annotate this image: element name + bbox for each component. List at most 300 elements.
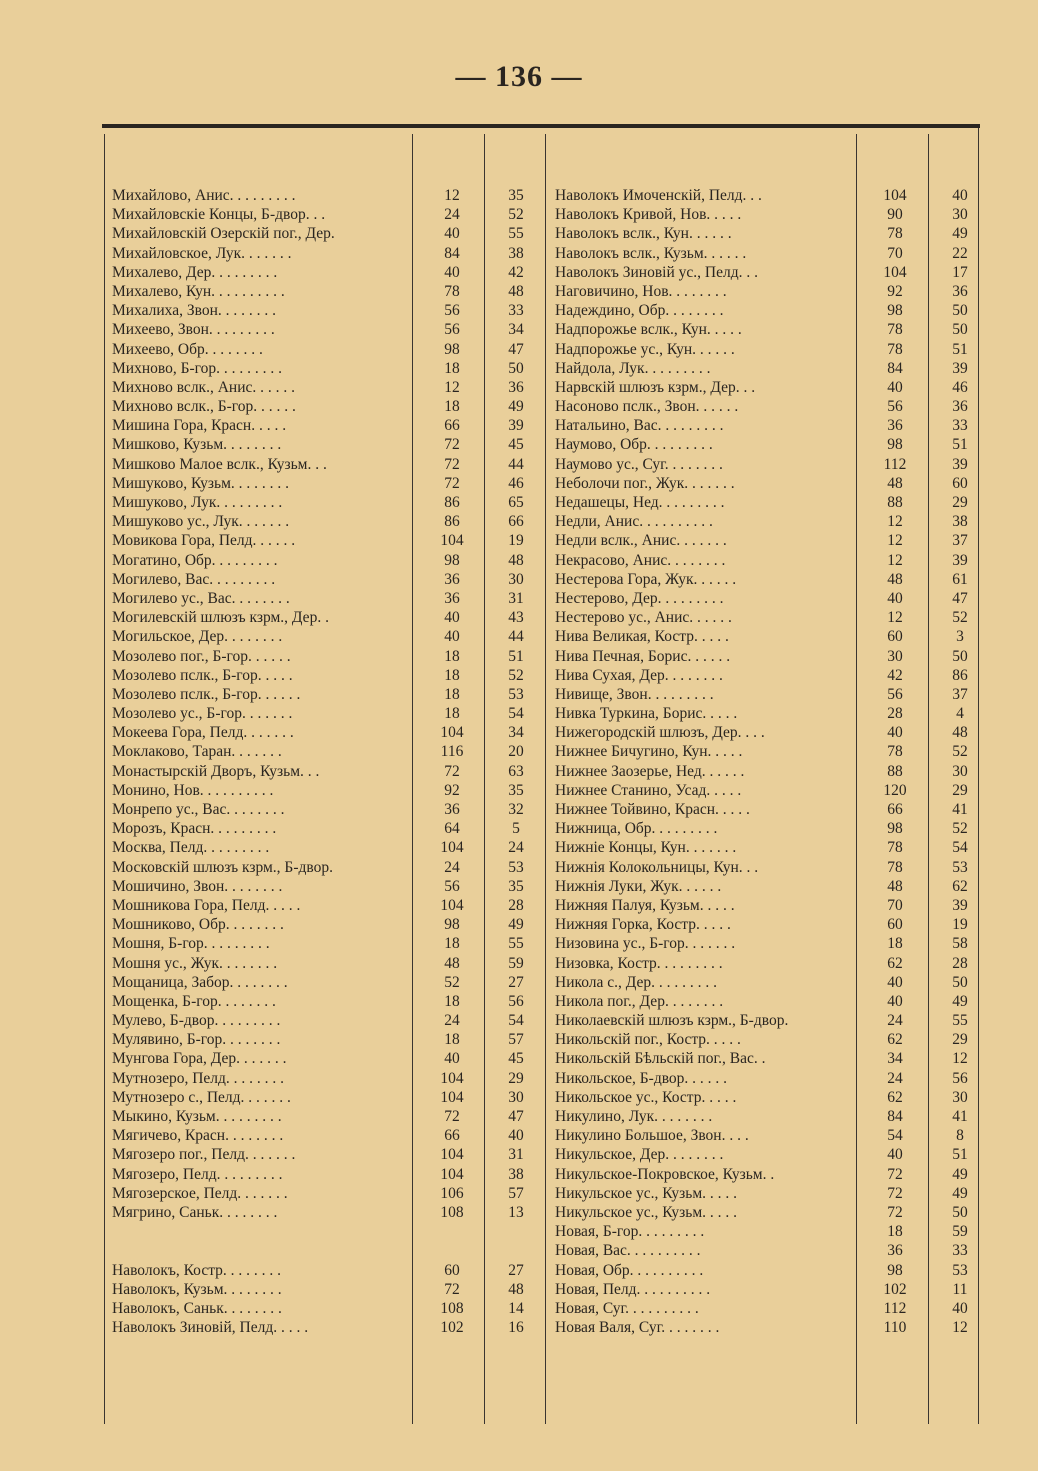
number-column-1: 40	[444, 263, 460, 281]
place-name: Михново, Б-гор. . . . . . . . .	[112, 359, 282, 377]
place-name: Никулино Большое, Звон. . . .	[555, 1127, 749, 1145]
place-name: Мозолево пслк., Б-гор. . . . .	[112, 666, 293, 684]
place-name: Московскій шлюзъ кзрм., Б-двор.	[112, 858, 333, 876]
number-column-2: 65	[508, 494, 524, 511]
number-column-1: 86	[444, 513, 460, 531]
place-name: Нивище, Звон. . . . . . . . .	[555, 685, 714, 703]
number-column-2: 62	[952, 877, 968, 895]
number-column-2: 49	[952, 1184, 968, 1202]
number-column-1: 78	[887, 839, 903, 857]
place-name: Нестерова Гора, Жук. . . . . .	[555, 570, 737, 588]
place-name: Никульское, Дер. . . . . . . .	[555, 1146, 724, 1164]
number-column-1: 78	[444, 282, 460, 300]
number-column-1: 72	[444, 474, 460, 492]
place-name: Михеево, Обр. . . . . . . .	[112, 340, 263, 358]
place-name: Никольское ус., Костр. . . . .	[555, 1088, 737, 1106]
number-column-2: 22	[952, 244, 968, 262]
number-column-2: 52	[508, 666, 524, 684]
place-name: Мозолево пог., Б-гор. . . . . .	[112, 647, 291, 665]
number-column-2: 54	[508, 705, 524, 723]
number-column-1: 62	[887, 1088, 903, 1106]
number-column-1: 40	[887, 378, 903, 396]
number-column-2: 39	[952, 551, 968, 569]
place-name: Михеево, Звон. . . . . . . . .	[112, 321, 275, 339]
place-name: Мишково Малое вслк., Кузьм. . .	[112, 455, 327, 473]
number-column-2: 19	[508, 532, 524, 550]
number-column-2: 40	[508, 1127, 524, 1145]
number-column-2: 51	[952, 340, 968, 358]
number-column-1: 98	[444, 340, 460, 358]
number-column-2: 30	[952, 206, 968, 224]
number-column-1: 72	[444, 1108, 460, 1125]
number-column-2: 50	[952, 1203, 968, 1221]
number-column-2: 46	[508, 474, 524, 492]
number-column-2: 51	[952, 1146, 968, 1164]
number-column-1: 104	[440, 896, 464, 914]
number-column-1: 104	[440, 532, 464, 550]
number-column-2: 38	[508, 244, 524, 262]
number-column-2: 50	[952, 973, 968, 991]
number-column-1: 98	[887, 820, 903, 838]
place-name: Михалево, Дер. . . . . . . . .	[112, 263, 278, 281]
number-column-1: 70	[887, 244, 903, 262]
place-name: Никола пог., Дер. . . . . . . .	[555, 992, 724, 1010]
number-column-2: 42	[508, 263, 524, 281]
number-column-2: 55	[952, 1012, 968, 1030]
place-name: Наволокъ Зиновій ус., Пелд. . .	[555, 263, 758, 281]
number-column-2: 5	[512, 820, 520, 838]
number-column-2: 48	[508, 282, 524, 300]
number-column-2: 54	[952, 839, 968, 857]
place-name: Наволокъ, Костр. . . . . . . .	[112, 1261, 282, 1279]
number-column-1: 104	[883, 187, 907, 204]
place-name: Никулино, Лук. . . . . . . .	[555, 1108, 713, 1125]
number-column-1: 30	[887, 647, 903, 665]
number-column-1: 40	[887, 1146, 903, 1164]
number-column-1: 92	[887, 282, 903, 300]
place-name: Мыкино, Кузьм. . . . . . . . .	[112, 1108, 282, 1125]
number-column-2: 59	[952, 1223, 968, 1241]
number-column-2: 39	[952, 455, 968, 473]
number-column-1: 78	[887, 321, 903, 339]
place-name: Никольское, Б-двор. . . . . .	[555, 1069, 728, 1087]
place-name: Моклаково, Таран. . . . . . .	[112, 743, 282, 761]
place-name: Низовка, Костр. . . . . . . . .	[555, 954, 723, 972]
place-name: Нива Великая, Костр. . . . .	[555, 628, 729, 646]
place-name: Мошникова Гора, Пелд. . . . .	[112, 896, 301, 914]
number-column-2: 28	[508, 896, 524, 914]
number-column-2: 44	[508, 628, 524, 646]
number-column-1: 72	[444, 455, 460, 473]
place-name: Мишково, Кузьм. . . . . . . .	[112, 436, 282, 454]
place-name: Нарвскій шлюзъ кзрм., Дер. . .	[555, 378, 756, 396]
place-name: Монастырскій Дворъ, Кузьм. . .	[112, 762, 320, 780]
place-name: Мишуково, Лук. . . . . . . . .	[112, 494, 283, 511]
number-column-1: 84	[444, 244, 460, 262]
place-name: Мягозеро, Пелд. . . . . . . . .	[112, 1165, 283, 1183]
number-column-2: 63	[508, 762, 524, 780]
number-column-1: 18	[444, 1031, 460, 1049]
number-column-2: 33	[508, 302, 524, 320]
number-column-2: 61	[952, 570, 968, 588]
number-column-1: 88	[887, 762, 903, 780]
number-column-1: 18	[444, 398, 460, 416]
number-column-2: 52	[952, 743, 968, 761]
number-column-1: 78	[887, 858, 903, 876]
place-name: Новая, Обр. . . . . . . . . .	[555, 1261, 704, 1279]
number-column-2: 31	[508, 1146, 524, 1164]
place-name: Могильское, Дер. . . . . . . .	[112, 628, 283, 646]
number-column-1: 56	[444, 302, 460, 320]
place-name: Нижнія Колокольницы, Кун. . .	[555, 858, 759, 876]
number-column-1: 40	[887, 589, 903, 607]
number-column-2: 55	[508, 935, 524, 953]
place-name: Надпорожье вслк., Кун. . . . .	[555, 321, 742, 339]
number-column-2: 49	[952, 992, 968, 1010]
place-name: Мягичево, Красн. . . . . . . .	[112, 1127, 284, 1145]
place-name: Никульское ус., Кузьм. . . . .	[555, 1203, 738, 1221]
number-column-2: 36	[952, 398, 968, 416]
number-column-2: 49	[508, 398, 524, 416]
number-column-1: 108	[440, 1299, 464, 1317]
place-name: Надеждино, Обр. . . . . . . .	[555, 302, 724, 320]
page-number: — 136 —	[455, 60, 583, 93]
number-column-2: 56	[952, 1069, 968, 1087]
number-column-2: 27	[508, 1261, 524, 1279]
place-name: Мутнозеро, Пелд. . . . . . . .	[112, 1069, 285, 1087]
number-column-2: 49	[952, 1165, 968, 1183]
place-name: Новая Валя, Суг. . . . . . . .	[555, 1319, 720, 1337]
place-name: Могилево ус., Вас. . . . . . . .	[112, 589, 290, 607]
place-name: Мокеева Гора, Пелд. . . . . . .	[112, 724, 294, 742]
number-column-2: 41	[952, 1108, 968, 1125]
number-column-1: 40	[887, 973, 903, 991]
place-name: Натальино, Вас. . . . . . . . .	[555, 417, 724, 435]
number-column-1: 66	[887, 801, 903, 818]
number-column-2: 39	[952, 896, 968, 914]
number-column-1: 104	[440, 1165, 464, 1183]
number-column-2: 55	[508, 225, 524, 243]
number-column-1: 66	[444, 1127, 460, 1145]
place-name: Могатино, Обр. . . . . . . . .	[112, 551, 278, 569]
number-column-1: 104	[440, 1069, 464, 1087]
number-column-2: 39	[952, 359, 968, 377]
place-name: Николаевскій шлюзъ кзрм., Б-двор.	[555, 1012, 789, 1030]
place-name: Наволокъ Зиновій, Пелд. . . . .	[112, 1319, 309, 1337]
place-name: Михалиха, Звон. . . . . . . .	[112, 302, 276, 320]
number-column-1: 18	[444, 935, 460, 953]
number-column-1: 86	[444, 494, 460, 511]
number-column-2: 30	[508, 1088, 524, 1106]
number-column-1: 36	[887, 417, 903, 435]
number-column-2: 66	[508, 513, 524, 531]
place-name: Мунгова Гора, Дер. . . . . . .	[112, 1050, 287, 1068]
place-name: Михайловскіе Концы, Б-двор. . .	[112, 206, 326, 224]
place-name: Низовина ус., Б-гор. . . . . . .	[555, 935, 736, 953]
number-column-1: 18	[444, 685, 460, 703]
number-column-1: 104	[883, 263, 907, 281]
number-column-1: 56	[887, 685, 903, 703]
place-name: Неболочи пог., Жук. . . . . . .	[555, 474, 735, 492]
place-name: Мозолево ус., Б-гор. . . . . . .	[112, 705, 293, 723]
number-column-2: 19	[952, 916, 968, 934]
place-name: Мощаница, Забор. . . . . . . .	[112, 973, 288, 991]
place-name: Наволокъ Имоченскій, Пелд. . .	[555, 187, 762, 204]
number-column-2: 12	[952, 1050, 968, 1068]
number-column-2: 41	[952, 801, 968, 818]
number-column-2: 32	[508, 801, 524, 818]
place-name: Наволокъ, Саньк. . . . . . . .	[112, 1299, 282, 1317]
number-column-2: 35	[508, 781, 524, 799]
number-column-1: 18	[887, 1223, 903, 1241]
number-column-2: 45	[508, 436, 524, 454]
number-column-2: 47	[508, 1108, 524, 1125]
number-column-1: 72	[887, 1203, 903, 1221]
number-column-2: 52	[508, 206, 524, 224]
place-name: Наволокъ вслк., Кун. . . . . .	[555, 225, 732, 243]
number-column-2: 48	[508, 551, 524, 569]
number-column-2: 38	[508, 1165, 524, 1183]
place-name: Мягозерское, Пелд. . . . . . .	[112, 1184, 288, 1202]
number-column-1: 42	[887, 666, 903, 684]
number-column-1: 72	[444, 762, 460, 780]
number-column-1: 66	[444, 417, 460, 435]
place-name: Нижнее Заозерье, Нед. . . . . .	[555, 762, 745, 780]
column-rule	[104, 134, 105, 1424]
number-column-1: 98	[887, 1261, 903, 1279]
number-column-1: 36	[444, 570, 460, 588]
number-column-2: 4	[956, 705, 964, 723]
place-name: Новая, Суг. . . . . . . . . .	[555, 1299, 699, 1317]
number-column-1: 24	[444, 206, 460, 224]
place-name: Москва, Пелд. . . . . . . . .	[112, 839, 270, 857]
number-column-1: 108	[440, 1203, 464, 1221]
number-column-2: 34	[508, 321, 524, 339]
number-column-1: 36	[444, 801, 460, 818]
number-column-2: 28	[952, 954, 968, 972]
number-column-1: 40	[887, 992, 903, 1010]
place-name: Мошня ус., Жук. . . . . . . .	[112, 954, 278, 972]
place-name: Мошниково, Обр. . . . . . . .	[112, 916, 284, 934]
place-name: Могилево, Вас. . . . . . . . .	[112, 570, 276, 588]
place-name: Никульское ус., Кузьм. . . . .	[555, 1184, 738, 1202]
number-column-2: 14	[508, 1299, 524, 1317]
place-name: Мошичино, Звон. . . . . . . .	[112, 877, 283, 895]
number-column-2: 51	[508, 647, 524, 665]
number-column-2: 58	[952, 935, 968, 953]
place-name: Мягрино, Саньк. . . . . . . .	[112, 1203, 278, 1221]
number-column-2: 47	[508, 340, 524, 358]
place-name: Нижнее Бичугино, Кун. . . . .	[555, 743, 743, 761]
number-column-1: 24	[444, 858, 460, 876]
number-column-2: 40	[952, 187, 968, 204]
number-column-2: 37	[952, 685, 968, 703]
number-column-1: 56	[444, 877, 460, 895]
number-column-1: 98	[444, 551, 460, 569]
number-column-1: 40	[444, 225, 460, 243]
number-column-2: 59	[508, 954, 524, 972]
number-column-1: 56	[887, 398, 903, 416]
number-column-2: 52	[952, 820, 968, 838]
number-column-2: 57	[508, 1031, 524, 1049]
place-name: Михайлово, Анис. . . . . . . . .	[112, 187, 296, 204]
number-column-2: 48	[952, 724, 968, 742]
number-column-1: 18	[444, 666, 460, 684]
place-name: Нижняя Горка, Костр. . . . .	[555, 916, 731, 934]
number-column-2: 60	[952, 474, 968, 492]
number-column-2: 34	[508, 724, 524, 742]
top-rule	[102, 124, 980, 128]
number-column-1: 78	[887, 743, 903, 761]
number-column-1: 72	[444, 436, 460, 454]
number-column-2: 50	[952, 302, 968, 320]
place-name: Недли, Анис. . . . . . . . . .	[555, 513, 713, 531]
number-column-1: 62	[887, 1031, 903, 1049]
place-name: Новая, Пелд. . . . . . . . . .	[555, 1280, 711, 1298]
place-name: Наволокъ, Кузьм. . . . . . . .	[112, 1280, 282, 1298]
number-column-2: 24	[508, 839, 524, 857]
number-column-1: 98	[887, 436, 903, 454]
number-column-1: 104	[440, 839, 464, 857]
place-name: Наговичино, Нов. . . . . . . .	[555, 282, 727, 300]
number-column-1: 104	[440, 1146, 464, 1164]
place-name: Никола с., Дер. . . . . . . . .	[555, 973, 718, 991]
place-name: Мулявино, Б-гор. . . . . . . .	[112, 1031, 281, 1049]
number-column-1: 112	[883, 1299, 907, 1317]
place-name: Нижегородскій шлюзъ, Дер. . . .	[555, 724, 765, 742]
number-column-1: 70	[887, 896, 903, 914]
place-name: Мовикова Гора, Пелд. . . . . .	[112, 532, 296, 550]
number-column-1: 120	[883, 781, 907, 799]
number-column-2: 33	[952, 417, 968, 435]
number-column-1: 60	[887, 628, 903, 646]
number-column-2: 36	[952, 282, 968, 300]
number-column-1: 40	[444, 609, 460, 627]
place-name: Нивка Туркина, Борис. . . . .	[555, 705, 738, 723]
number-column-1: 48	[887, 570, 903, 588]
number-column-1: 24	[887, 1012, 903, 1030]
number-column-1: 72	[887, 1165, 903, 1183]
number-column-2: 37	[952, 532, 968, 550]
place-name: Михайловское, Лук. . . . . . .	[112, 244, 292, 262]
place-name: Наумово, Обр. . . . . . . . .	[555, 436, 713, 454]
place-name: Мягозеро пог., Пелд. . . . . . .	[112, 1146, 296, 1164]
number-column-2: 53	[508, 685, 524, 703]
place-name: Мошня, Б-гор. . . . . . . . .	[112, 935, 270, 953]
place-name: Нива Печная, Борис. . . . . .	[555, 647, 731, 665]
number-column-1: 48	[887, 474, 903, 492]
number-column-1: 62	[887, 954, 903, 972]
number-column-1: 40	[444, 1050, 460, 1068]
place-name: Морозъ, Красн. . . . . . . . .	[112, 820, 277, 838]
place-name: Михново вслк., Б-гор. . . . . .	[112, 398, 296, 416]
number-column-2: 30	[952, 762, 968, 780]
number-column-2: 30	[952, 1088, 968, 1106]
place-name: Никульское-Покровское, Кузьм. .	[555, 1165, 775, 1183]
number-column-1: 64	[444, 820, 460, 838]
place-name: Михалево, Кун. . . . . . . . . .	[112, 282, 285, 300]
number-column-1: 102	[440, 1319, 464, 1337]
place-name: Недли вслк., Анис. . . . . . .	[555, 532, 727, 550]
number-column-2: 35	[508, 187, 524, 204]
number-column-2: 53	[952, 1261, 968, 1279]
number-column-2: 31	[508, 589, 524, 607]
number-column-2: 38	[952, 513, 968, 531]
number-column-2: 20	[508, 743, 524, 761]
number-column-1: 24	[887, 1069, 903, 1087]
place-name: Мозолево пслк., Б-гор. . . . . .	[112, 685, 301, 703]
number-column-1: 106	[440, 1184, 464, 1202]
number-column-1: 78	[887, 340, 903, 358]
number-column-2: 46	[952, 378, 968, 396]
number-column-2: 16	[508, 1319, 524, 1337]
number-column-1: 72	[444, 1280, 460, 1298]
number-column-2: 57	[508, 1184, 524, 1202]
number-column-1: 78	[887, 225, 903, 243]
number-column-2: 53	[952, 858, 968, 876]
number-column-1: 40	[444, 628, 460, 646]
number-column-1: 102	[883, 1280, 907, 1298]
number-column-1: 18	[887, 935, 903, 953]
place-name: Мулево, Б-двор. . . . . . . . .	[112, 1012, 281, 1030]
number-column-1: 12	[444, 187, 460, 204]
place-name: Монрепо ус., Вас. . . . . . . .	[112, 801, 285, 818]
place-name: Наумово ус., Суг. . . . . . . .	[555, 455, 723, 473]
number-column-2: 17	[952, 263, 968, 281]
place-name: Никольскій Бѣльскій пог., Вас. .	[555, 1050, 766, 1068]
number-column-1: 116	[440, 743, 464, 761]
place-name: Новая, Вас. . . . . . . . . .	[555, 1242, 701, 1260]
place-name: Михайловскій Озерскій пог., Дер.	[112, 225, 335, 243]
number-column-2: 44	[508, 455, 524, 473]
place-name: Недашецы, Нед. . . . . . . . .	[555, 494, 725, 511]
number-column-2: 35	[508, 877, 524, 895]
number-column-1: 92	[444, 781, 460, 799]
number-column-2: 49	[508, 916, 524, 934]
place-name: Нижнія Луки, Жук. . . . . .	[555, 877, 722, 895]
column-rule	[856, 134, 857, 1424]
number-column-2: 29	[952, 781, 968, 799]
number-column-1: 90	[887, 206, 903, 224]
number-column-2: 51	[952, 436, 968, 454]
number-column-2: 43	[508, 609, 524, 627]
number-column-2: 13	[508, 1203, 524, 1221]
number-column-1: 52	[444, 973, 460, 991]
number-column-2: 29	[508, 1069, 524, 1087]
number-column-2: 52	[952, 609, 968, 627]
place-name: Мишина Гора, Красн. . . . .	[112, 417, 287, 435]
place-name: Нижница, Обр. . . . . . . . .	[555, 820, 718, 838]
place-name: Могилевскій шлюзъ кзрм., Дер. .	[112, 609, 329, 627]
place-name: Мишуково ус., Лук. . . . . . .	[112, 513, 290, 531]
number-column-1: 112	[883, 455, 907, 473]
number-column-2: 29	[952, 1031, 968, 1049]
number-column-1: 36	[444, 589, 460, 607]
number-column-1: 56	[444, 321, 460, 339]
place-name: Нестерово ус., Анис. . . . . .	[555, 609, 732, 627]
number-column-2: 50	[952, 321, 968, 339]
number-column-1: 12	[887, 513, 903, 531]
number-column-2: 53	[508, 858, 524, 876]
number-column-1: 104	[440, 724, 464, 742]
number-column-2: 86	[952, 666, 968, 684]
number-column-1: 98	[444, 916, 460, 934]
number-column-2: 39	[508, 417, 524, 435]
number-column-1: 34	[887, 1050, 903, 1068]
place-name: Мутнозеро с., Пелд. . . . . . .	[112, 1088, 291, 1106]
number-column-1: 12	[444, 378, 460, 396]
number-column-2: 29	[952, 494, 968, 511]
